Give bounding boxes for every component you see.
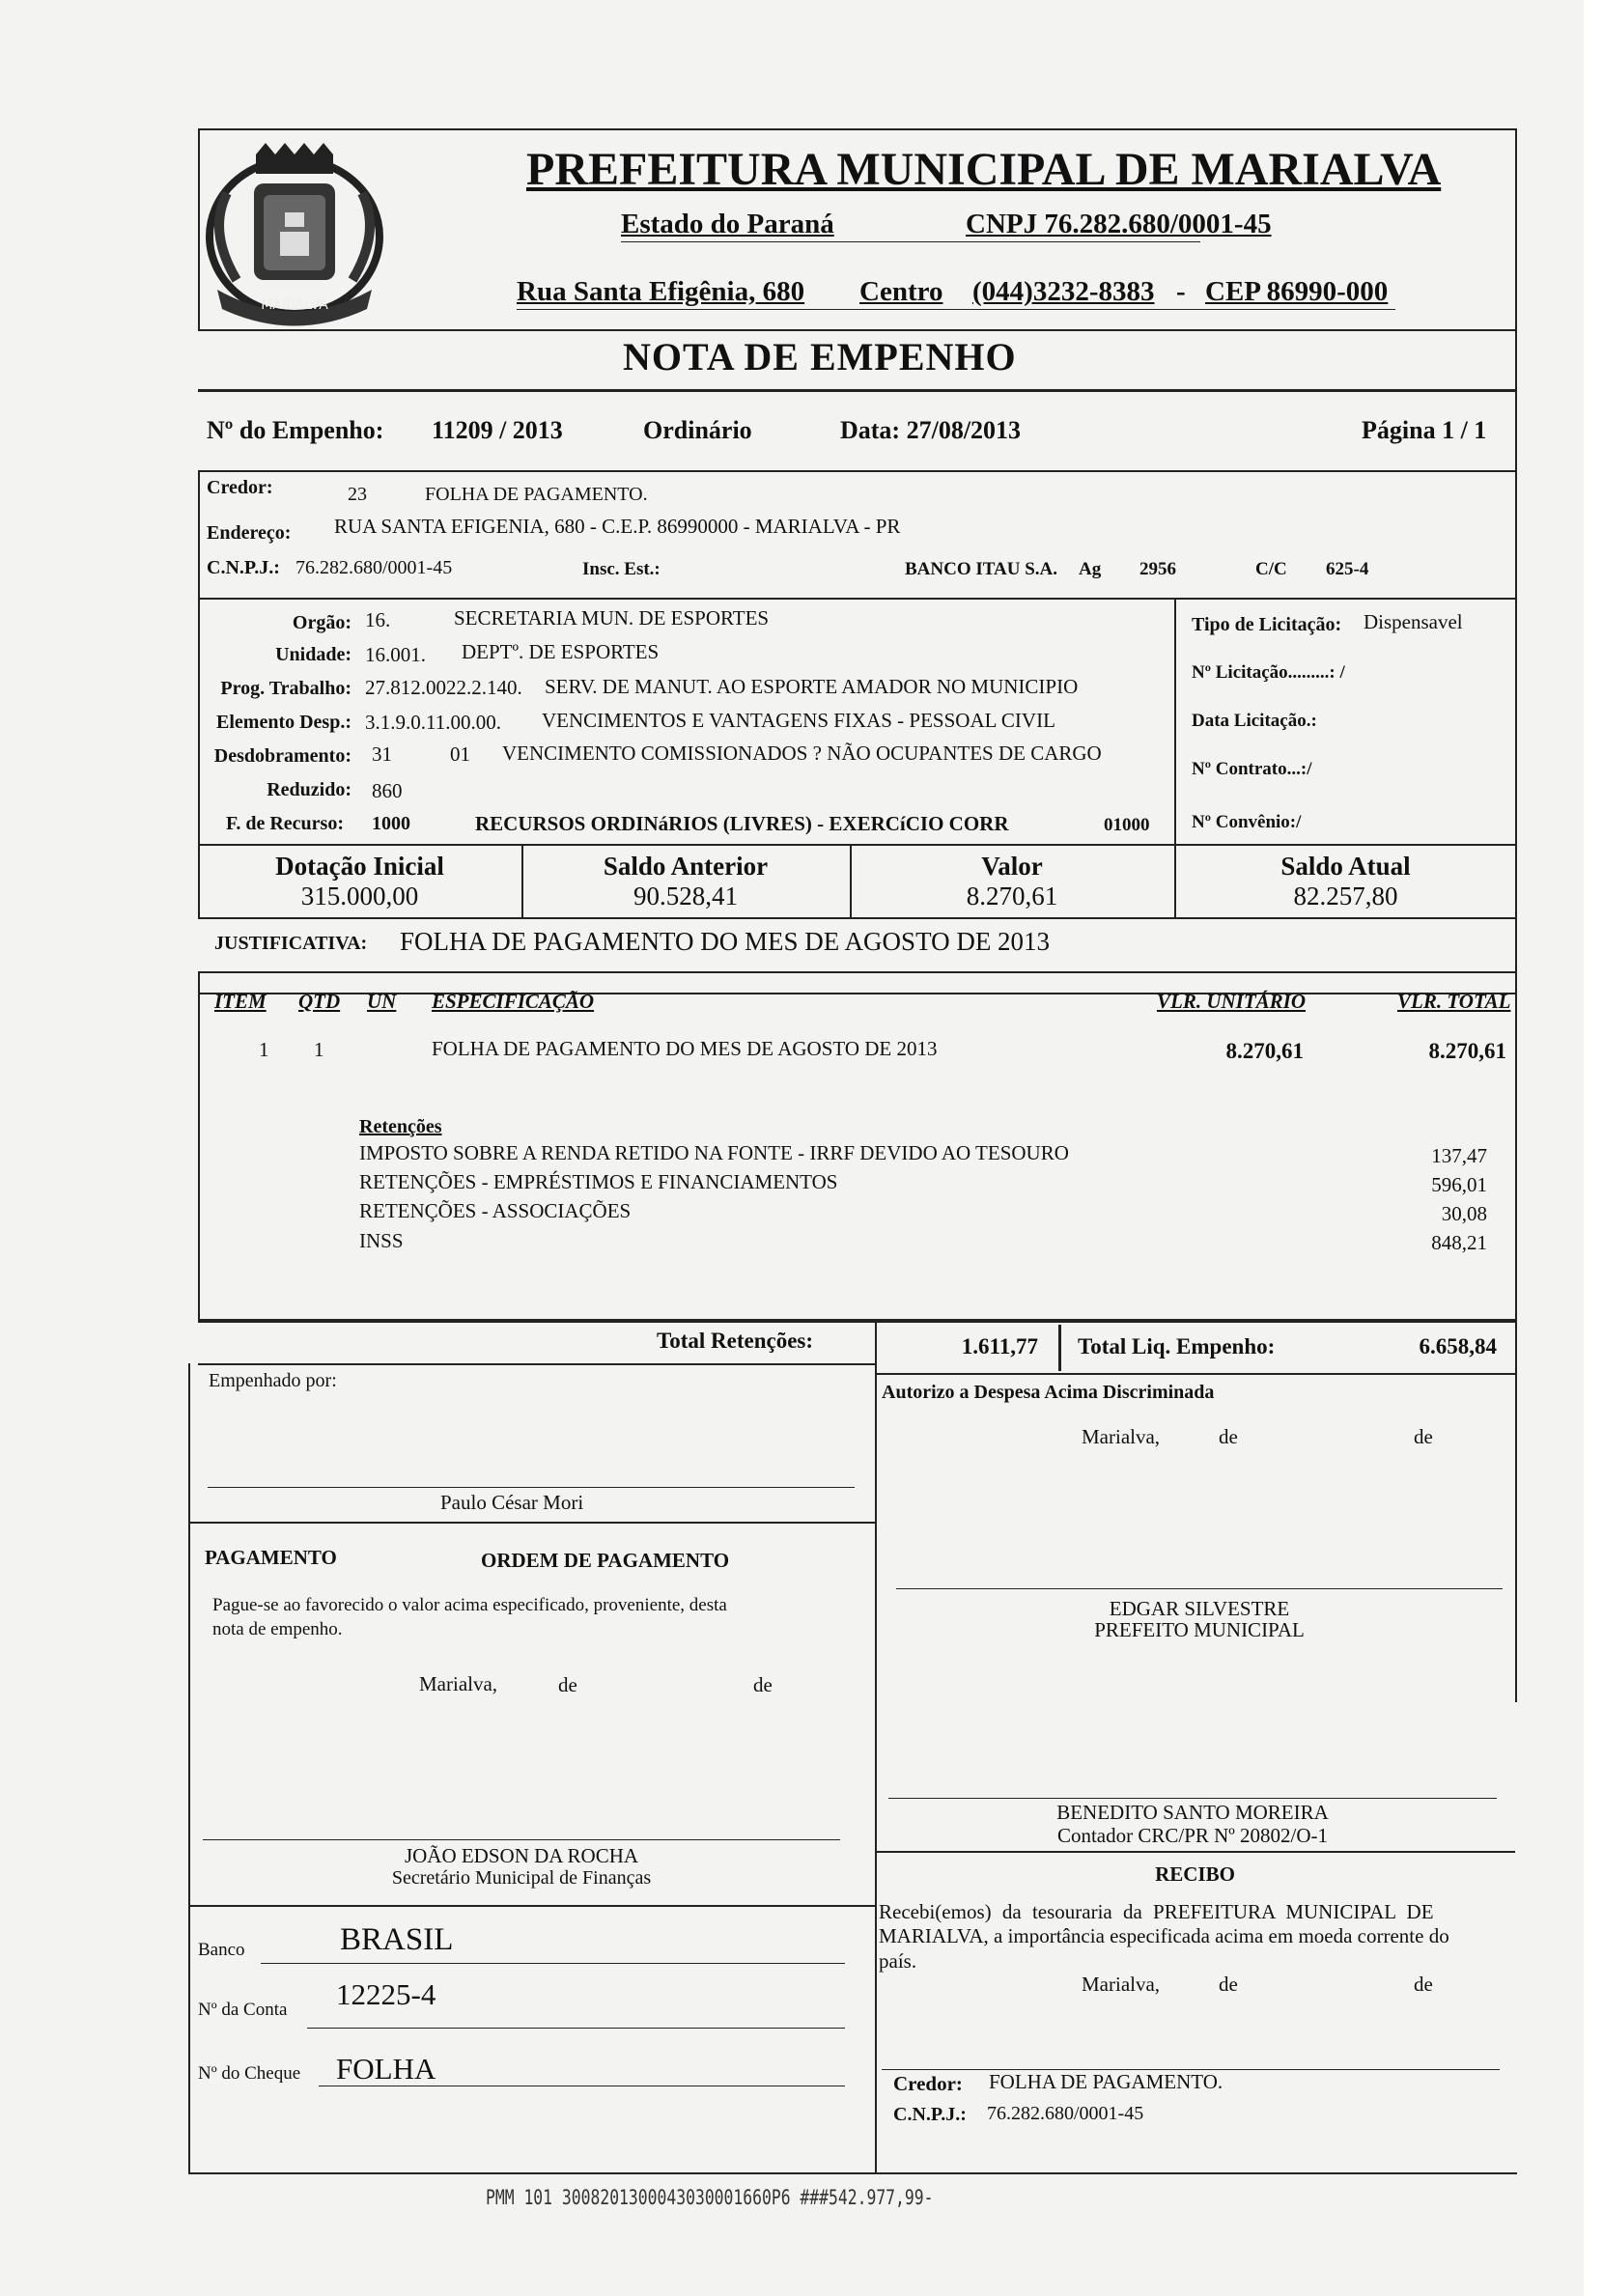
credor-name: FOLHA DE PAGAMENTO. — [425, 484, 648, 505]
orgao-name: SECRETARIA MUN. DE ESPORTES — [454, 606, 770, 630]
item-vunit: 8.270,61 — [1225, 1039, 1304, 1063]
cheque-label: Nº do Cheque — [198, 2063, 301, 2084]
licitacao-type: Dispensavel — [1364, 610, 1463, 633]
phone-label: (044)3232-8383 — [972, 276, 1155, 307]
recibo-title: RECIBO — [1155, 1862, 1235, 1886]
cc-label: C/C — [1255, 559, 1287, 579]
total-liquido-value: 6.658,84 — [1419, 1334, 1497, 1358]
recibo-credor: FOLHA DE PAGAMENTO. — [989, 2070, 1223, 2093]
pagamento-de-2: de — [753, 1673, 773, 1696]
recibo-credor-label: Credor: — [893, 2072, 963, 2095]
justificativa-label: JUSTIFICATIVA: — [214, 933, 368, 954]
desdobramento-label: Desdobramento: — [213, 745, 352, 767]
elemento-label: Elemento Desp.: — [216, 712, 352, 733]
retencao-desc: RETENÇÕES - ASSOCIAÇÕES — [359, 1199, 632, 1222]
autorizo-de-2: de — [1414, 1425, 1433, 1448]
retencao-value: 596,01 — [1431, 1173, 1487, 1196]
separator: - — [1176, 276, 1186, 307]
retencoes-title: Retenções — [359, 1116, 442, 1137]
contrato-number: Nº Contrato...:/ — [1192, 759, 1312, 779]
bank-name: BANCO ITAU S.A. — [905, 559, 1058, 579]
reduzido-value: 860 — [372, 779, 403, 802]
contador-name: BENEDITO SANTO MOREIRA — [1056, 1801, 1329, 1824]
reduzido-label: Reduzido: — [267, 779, 352, 800]
fonte-code: 1000 — [372, 813, 410, 834]
convenio-number: Nº Convênio:/ — [1192, 812, 1302, 832]
unidade-code: 16.001. — [365, 643, 426, 666]
item-spec: FOLHA DE PAGAMENTO DO MES DE AGOSTO DE 2013 — [432, 1037, 938, 1060]
recibo-cnpj-label: C.N.P.J.: — [893, 2104, 967, 2125]
pagamento-text-2: nota de empenho. — [212, 1619, 343, 1639]
unidade-label: Unidade: — [275, 644, 352, 665]
fonte-code-2: 01000 — [1104, 815, 1150, 835]
recibo-text-1: Recebi(emos) da tesouraria da PREFEITURA MUNICIPAL DE — [879, 1900, 1434, 1923]
empenho-number-label: Nº do Empenho: — [207, 416, 384, 444]
retencao-value: 848,21 — [1431, 1231, 1487, 1254]
col-vtotal-header: VLR. TOTAL — [1397, 990, 1511, 1013]
conta-label: Nº da Conta — [198, 2000, 288, 2020]
pagamento-label: PAGAMENTO — [205, 1546, 337, 1569]
saldo-atual-label: Saldo Atual — [1280, 852, 1411, 881]
item-qtd: 1 — [314, 1038, 324, 1061]
empenho-type: Ordinário — [643, 416, 752, 444]
autorizo-city: Marialva, — [1082, 1425, 1161, 1448]
contador-role: Contador CRC/PR Nº 20802/O-1 — [1056, 1824, 1329, 1847]
credor-cnpj: 76.282.680/0001-45 — [295, 557, 453, 578]
conta-value: 12225-4 — [336, 1977, 436, 2011]
footer-machine-code: PMM 101 3008201300043030001660P6 ###542.977,99- — [486, 2186, 934, 2209]
valor-value: 8.270,61 — [966, 882, 1058, 910]
cc-value: 625-4 — [1326, 559, 1369, 579]
recibo-de-2: de — [1414, 1973, 1433, 1996]
unidade-name: DEPTº. DE ESPORTES — [462, 640, 660, 663]
prog-label: Prog. Trabalho: — [220, 678, 352, 699]
credor-label: Credor: — [207, 477, 273, 498]
recibo-text-2: MARIALVA, a importância especificada acima em moeda corrente do — [879, 1924, 1449, 1947]
empenhado-name: Paulo César Mori — [440, 1491, 584, 1514]
prefeito-name: EDGAR SILVESTRE — [1109, 1597, 1290, 1620]
licitacao-number: Nº Licitação.........: / — [1192, 662, 1345, 683]
elemento-code: 3.1.9.0.11.00.00. — [365, 711, 501, 734]
saldo-anterior-value: 90.528,41 — [633, 882, 738, 910]
orgao-code: 16. — [365, 608, 391, 631]
licitacao-type-label: Tipo de Licitação: — [1192, 614, 1342, 635]
valor-label: Valor — [981, 852, 1043, 881]
desdobramento-code-2: 01 — [450, 742, 470, 766]
desdobramento-name: VENCIMENTO COMISSIONADOS ? NÃO OCUPANTES DE CARGO — [502, 742, 1102, 765]
district-label: Centro — [859, 276, 943, 307]
page-number: Página 1 / 1 — [1362, 416, 1487, 444]
item-vtotal: 8.270,61 — [1428, 1039, 1506, 1063]
col-spec-header: ESPECIFICAÇÃO — [432, 990, 595, 1013]
col-vunit-header: VLR. UNITÁRIO — [1157, 990, 1307, 1013]
address-field-label: Endereço: — [207, 522, 292, 544]
prog-name: SERV. DE MANUT. AO ESPORTE AMADOR NO MUNICIPIO — [545, 675, 1079, 698]
saldo-atual-value: 82.257,80 — [1293, 882, 1398, 910]
ie-label: Insc. Est.: — [582, 559, 661, 579]
secretario-role: Secretário Municipal de Finanças — [391, 1867, 652, 1889]
retencao-desc: IMPOSTO SOBRE A RENDA RETIDO NA FONTE - IRRF DEVIDO AO TESOURO — [359, 1141, 1069, 1164]
pagamento-city: Marialva, — [419, 1672, 498, 1695]
cep-label: CEP 86990-000 — [1205, 276, 1389, 307]
address-label: Rua Santa Efigênia, 680 — [517, 276, 805, 307]
ordem-pagamento-label: ORDEM DE PAGAMENTO — [481, 1549, 730, 1572]
cnpj-field-label: C.N.P.J.: — [207, 557, 280, 578]
credor-address: RUA SANTA EFIGENIA, 680 - C.E.P. 86990000 - MARIALVA - PR — [334, 515, 901, 538]
recibo-city: Marialva, — [1082, 1973, 1161, 1996]
ag-value: 2956 — [1139, 559, 1176, 579]
recibo-text-3: país. — [879, 1949, 917, 1973]
saldo-anterior-label: Saldo Anterior — [603, 852, 769, 881]
licitacao-date: Data Licitação.: — [1192, 711, 1317, 731]
col-un-header: UN — [367, 990, 397, 1013]
retencao-value: 30,08 — [1441, 1202, 1487, 1225]
prefeito-role: PREFEITO MUNICIPAL — [1094, 1618, 1305, 1641]
retencao-desc: INSS — [359, 1229, 404, 1252]
page-title: PREFEITURA MUNICIPAL DE MARIALVA — [526, 144, 1442, 195]
document-title: NOTA DE EMPENHO — [623, 335, 1017, 378]
right-margin — [1584, 0, 1603, 2296]
recibo-cnpj: 76.282.680/0001-45 — [987, 2103, 1144, 2124]
credor-code: 23 — [348, 484, 367, 505]
ag-label: Ag — [1079, 559, 1102, 579]
empenho-number: 11209 / 2013 — [432, 416, 563, 444]
retencao-value: 137,47 — [1431, 1144, 1487, 1167]
cnpj-label: CNPJ 76.282.680/0001-45 — [966, 209, 1272, 239]
dotacao-label: Dotação Inicial — [275, 852, 444, 881]
pagamento-de-1: de — [558, 1673, 577, 1696]
recibo-de-1: de — [1219, 1973, 1238, 1996]
col-qtd-header: QTD — [298, 990, 341, 1013]
banco-label: Banco — [198, 1940, 245, 1960]
total-retencoes-value: 1.611,77 — [961, 1334, 1038, 1358]
justificativa-text: FOLHA DE PAGAMENTO DO MES DE AGOSTO DE 2013 — [400, 927, 1051, 956]
empenho-date: Data: 27/08/2013 — [840, 416, 1022, 444]
pagamento-text-1: Pague-se ao favorecido o valor acima especificado, proveniente, desta — [212, 1595, 727, 1615]
secretario-name: JOÃO EDSON DA ROCHA — [404, 1844, 639, 1867]
autorizo-text: Autorizo a Despesa Acima Discriminada — [882, 1382, 1215, 1403]
fonte-label: F. de Recurso: — [225, 813, 344, 834]
empenhado-label: Empenhado por: — [209, 1370, 337, 1391]
elemento-name: VENCIMENTOS E VANTAGENS FIXAS - PESSOAL CIVIL — [542, 709, 1055, 732]
orgao-label: Orgão: — [292, 612, 352, 633]
item-number: 1 — [259, 1038, 269, 1061]
dotacao-value: 315.000,00 — [300, 882, 419, 910]
col-item-header: ITEM — [214, 990, 267, 1013]
fonte-name: RECURSOS ORDINáRIOS (LIVRES) - EXERCíCIO CORR — [475, 812, 1009, 835]
total-liquido-label: Total Liq. Empenho: — [1078, 1334, 1276, 1358]
total-retencoes-label: Total Retenções: — [657, 1329, 814, 1353]
retencao-desc: RETENÇÕES - EMPRÉSTIMOS E FINANCIAMENTOS — [359, 1170, 838, 1193]
banco-value: BRASIL — [340, 1922, 454, 1957]
desdobramento-code-1: 31 — [372, 742, 392, 766]
svg-text:MARIALVA: MARIALVA — [261, 297, 328, 313]
prog-code: 27.812.0022.2.140. — [365, 676, 522, 699]
state-label: Estado do Paraná — [621, 209, 834, 239]
autorizo-de-1: de — [1219, 1425, 1238, 1448]
cheque-value: FOLHA — [336, 2052, 436, 2086]
